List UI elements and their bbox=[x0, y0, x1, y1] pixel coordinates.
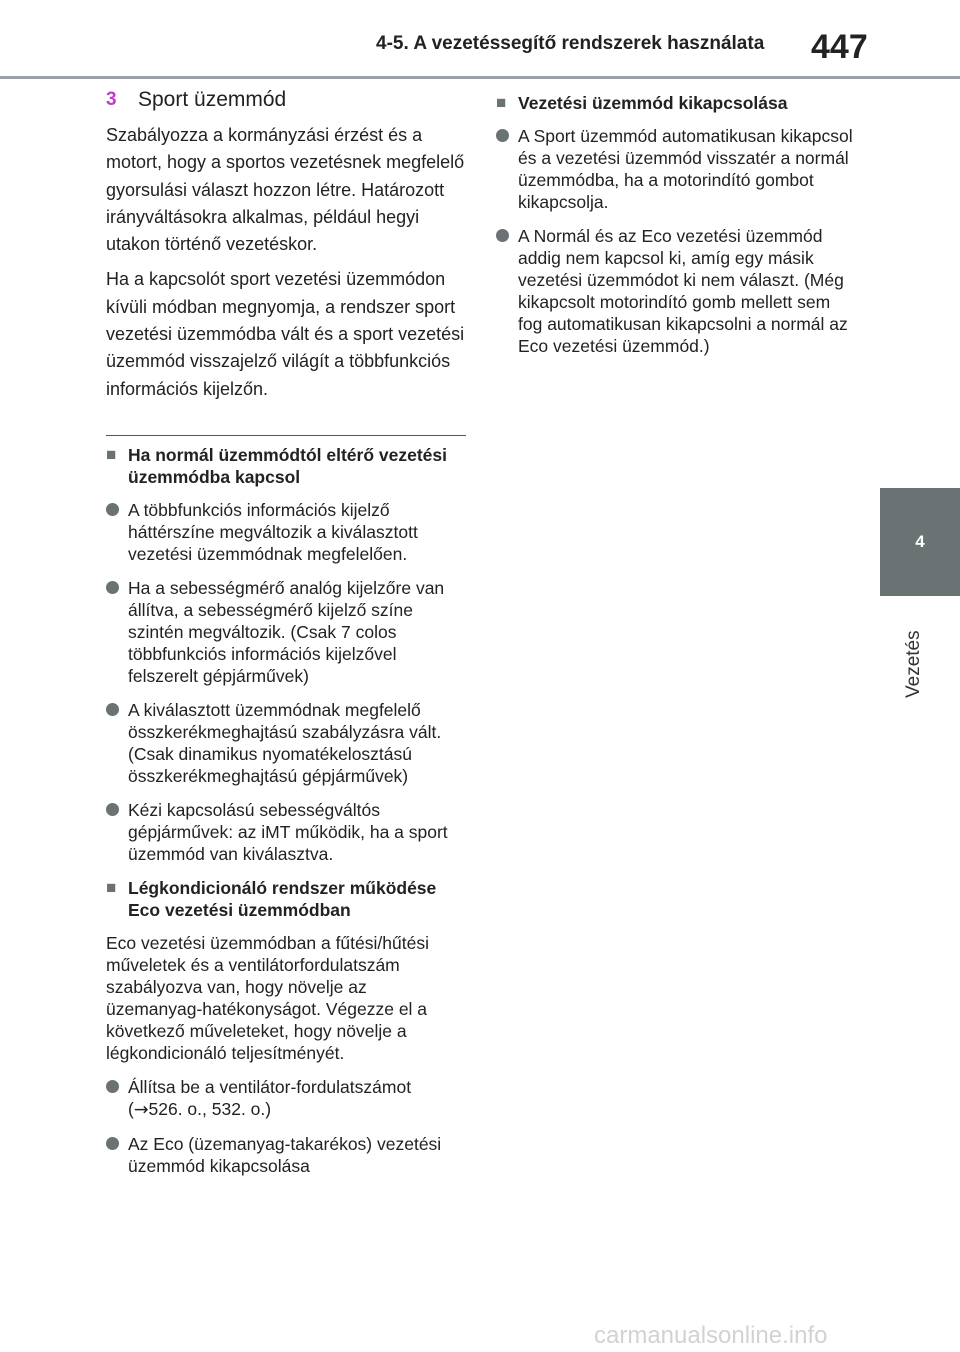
circle-bullet-icon bbox=[106, 799, 128, 865]
chapter-number: 4 bbox=[915, 532, 925, 551]
paragraph-sport-description: Szabályozza a kormányzási érzést és a motort, hogy a sportos vezetésnek megfelelő gyorsulási választ hozzon létre. Határozott irányváltásokra alkalmas, például hegyi utakon történő vezetéskor. bbox=[106, 125, 465, 255]
list-item bbox=[496, 225, 856, 357]
square-bullet-icon: ■ bbox=[106, 444, 117, 464]
list-item bbox=[106, 1133, 466, 1177]
list-item bbox=[106, 699, 466, 787]
section-heading bbox=[106, 877, 466, 921]
list-item-text: Az Eco (üzemanyag-takarékos) vezetési üzemmód kikapcsolása bbox=[128, 1133, 442, 1176]
arrow-right-icon: → bbox=[133, 1099, 149, 1120]
circle-bullet-icon bbox=[106, 577, 128, 687]
list-item-text: A kiválasztott üzemmódnak megfelelő összkerékmeghajtású szabályzásra vált. (Csak dinamikus nyomatékelosztású összkerékmeghajtású gépjárművek) bbox=[128, 699, 442, 786]
paragraph-eco-ac: Eco vezetési üzemmódban a fűtési/hűtési műveletek és a ventilátorfordulatszám szabályozva van, hogy növelje az üzemanyag-hatékonyságot. Végezze el a következő műveleteket, hogy növelje a légkondicionáló teljesítményét. bbox=[106, 932, 429, 1063]
section-heading bbox=[496, 92, 856, 114]
list-item-text: Kézi kapcsolású sebességváltós gépjárművek: az iMT működik, ha a sport üzemmód van kiválasztva. bbox=[128, 799, 448, 864]
list-item-text: A Normál és az Eco vezetési üzemmód addig nem kapcsol ki, amíg egy másik vezetési üzemmódot ki nem választ. (Még kikapcsolt motorindító gomb mellett sem fog automatikusan kikapcsolni a normál az Eco vezetési üzemmód.) bbox=[518, 226, 848, 356]
circle-bullet-icon bbox=[106, 1133, 128, 1177]
list-item bbox=[106, 577, 466, 687]
list-item-text: Állítsa be a ventilátor-fordulatszámot (→526. o., 532. o.) bbox=[128, 1076, 412, 1120]
header-rule bbox=[0, 76, 960, 79]
circle-bullet-icon bbox=[496, 125, 518, 213]
circle-bullet-icon bbox=[496, 225, 518, 357]
circle-bullet-icon bbox=[106, 1076, 128, 1121]
step-title: Sport üzemmód bbox=[138, 88, 287, 111]
list-item bbox=[496, 125, 856, 213]
right-column bbox=[496, 88, 856, 369]
page-number: 447 bbox=[811, 28, 868, 66]
list-item-text: A Sport üzemmód automatikusan kikapcsol és a vezetési üzemmód visszatér a normál üzemmódba, ha a motorindító gombot kikapcsolja. bbox=[518, 126, 853, 212]
page-reference[interactable]: 526. o., 532. o.) bbox=[148, 1098, 272, 1119]
list-item bbox=[106, 1076, 466, 1121]
section-heading-text: Vezetési üzemmód kikapcsolása bbox=[518, 93, 788, 113]
square-bullet-icon: ■ bbox=[106, 877, 117, 897]
list-item-text: A többfunkciós információs kijelző háttérszíne megváltozik a kiválasztott vezetési üzemmódnak megfelelően. bbox=[128, 499, 418, 564]
left-column bbox=[106, 88, 466, 1189]
step-heading bbox=[106, 88, 466, 112]
chapter-tab[interactable] bbox=[880, 488, 960, 596]
section-heading-text: Légkondicionáló rendszer működése Eco vezetési üzemmódban bbox=[128, 877, 437, 920]
square-bullet-icon: ■ bbox=[496, 93, 507, 112]
watermark: carmanualsonline.info bbox=[594, 1322, 828, 1349]
paragraph-sport-activation: Ha a kapcsolót sport vezetési üzemmódon kívüli módban megnyomja, a rendszer sport vezetési üzemmódba vált és a sport vezetési üzemmód visszajelző világít a többfunkciós információs kijelzőn. bbox=[106, 269, 465, 399]
list-item-text: Ha a sebességmérő analóg kijelzőre van állítva, a sebességmérő kijelző színe szintén megváltozik. (Csak 7 colos többfunkciós információs kijelzővel felszerelt gépjárművek) bbox=[128, 577, 445, 686]
list-item bbox=[106, 799, 466, 865]
step-number: 3 bbox=[106, 89, 117, 110]
section-heading bbox=[106, 444, 466, 488]
section-title: 4-5. A vezetéssegítő rendszerek használata bbox=[376, 33, 765, 54]
section-divider bbox=[106, 435, 466, 436]
circle-bullet-icon bbox=[106, 699, 128, 787]
chapter-label: Vezetés bbox=[903, 630, 924, 698]
list-item bbox=[106, 499, 466, 565]
section-heading-text: Ha normál üzemmódtól eltérő vezetési üzemmódba kapcsol bbox=[128, 444, 447, 487]
circle-bullet-icon bbox=[106, 499, 128, 565]
